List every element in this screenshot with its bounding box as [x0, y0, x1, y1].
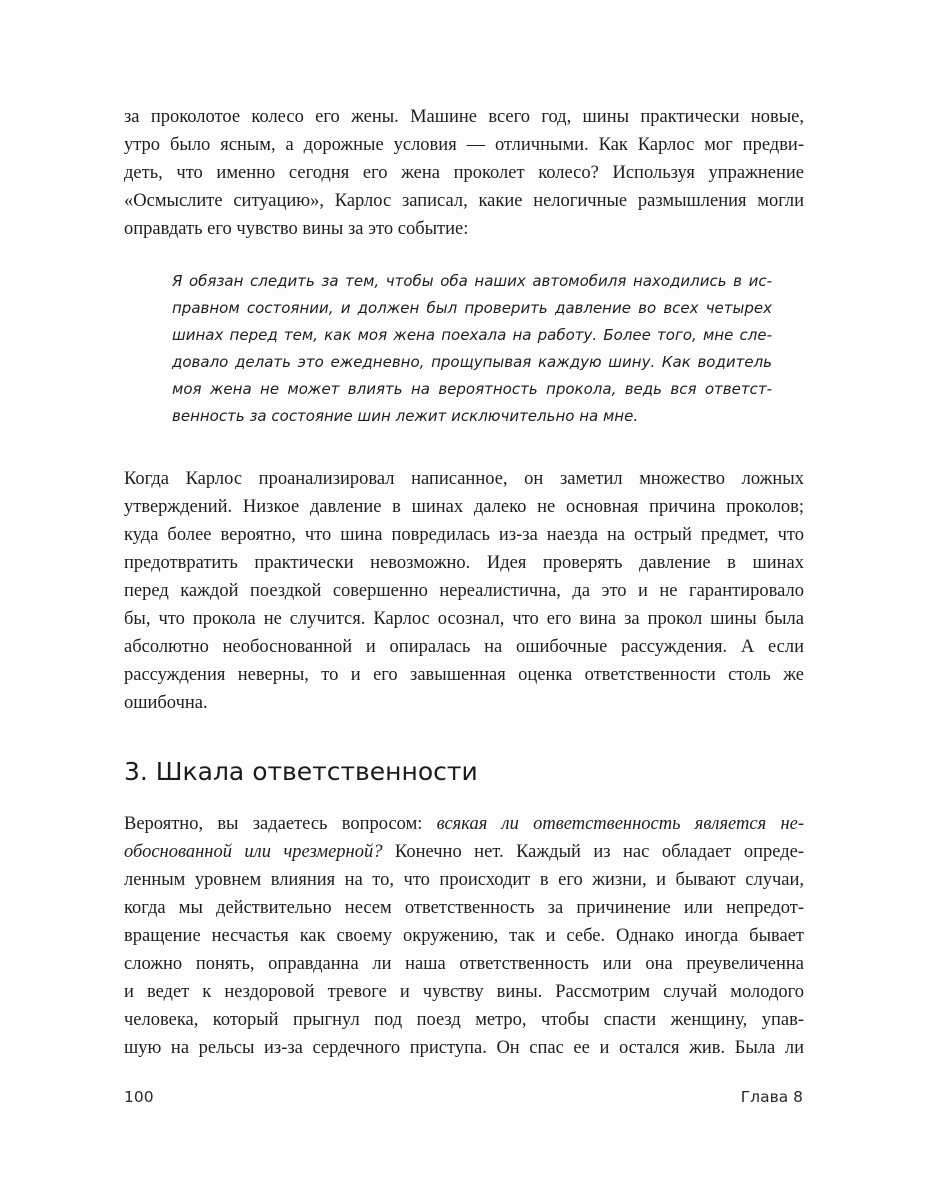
quote-line: шинах перед тем, как моя жена поехала на работу. Более того, мне сле-	[172, 326, 772, 344]
text-line: перед каждой поездкой совершенно нереалистична, да это и не гарантировало	[124, 581, 804, 601]
text-line: ленным уровнем влияния на то, что происходит в его жизни, и бывают случаи,	[124, 870, 804, 890]
block-quote	[172, 268, 772, 430]
text-line: вращение несчастья как своему окружению, так и себе. Однако иногда бывает	[124, 926, 804, 946]
text-line: сложно понять, оправданна ли наша ответственность или она преувеличенна	[124, 954, 804, 974]
quote-line: Я обязан следить за тем, чтобы оба наших автомобиля находились в ис-	[172, 272, 772, 290]
italic-question: обоснованной или чрезмерной?	[124, 842, 383, 862]
text-line: деть, что именно сегодня его жена проколет колесо? Используя упражнение	[124, 163, 804, 183]
text-line: куда более вероятно, что шина повредилась из-за наезда на острый предмет, что	[124, 525, 804, 545]
text-line: человека, который прыгнул под поезд метро, чтобы спасти женщину, упав-	[124, 1010, 804, 1030]
italic-question: всякая ли ответственность является не-	[436, 814, 804, 834]
page-number: 100	[124, 1088, 154, 1106]
text-line: когда мы действительно несем ответственность за причинение или непредот-	[124, 898, 804, 918]
paragraph-1	[124, 103, 804, 243]
paragraph-3	[124, 810, 804, 1062]
quote-line: венность за состояние шин лежит исключительно на мне.	[172, 407, 639, 425]
text-line: ошибочна.	[124, 693, 208, 713]
text-line: рассуждения неверны, то и его завышенная оценка ответственности столь же	[124, 665, 804, 685]
paragraph-2	[124, 465, 804, 717]
text-line: за проколотое колесо его жены. Машине всего год, шины практически новые,	[124, 107, 804, 127]
text-line: абсолютно необоснованной и опиралась на ошибочные рассуждения. А если	[124, 637, 804, 657]
text-line: шую на рельсы из-за сердечного приступа. Он спас ее и остался жив. Была ли	[124, 1038, 804, 1058]
text-line	[124, 810, 804, 838]
text-line: бы, что прокола не случится. Карлос осознал, что его вина за прокол шины была	[124, 609, 804, 629]
quote-line: довало делать это ежедневно, прощупывая каждую шину. Как водитель	[172, 353, 772, 371]
text-line: предотвратить практически невозможно. Идея проверять давление в шинах	[124, 553, 804, 573]
text-line: и ведет к нездоровой тревоге и чувству вины. Рассмотрим случай молодого	[124, 982, 804, 1002]
text-line: утверждений. Низкое давление в шинах далеко не основная причина проколов;	[124, 497, 804, 517]
text-run: Конечно нет. Каждый из нас обладает опреде-	[382, 842, 804, 862]
text-line: «Осмыслите ситуацию», Карлос записал, какие нелогичные размышления могли	[124, 191, 804, 211]
section-heading: 3. Шкала ответственности	[124, 757, 478, 786]
chapter-label: Глава 8	[740, 1088, 803, 1106]
text-run: Вероятно, вы задаетесь вопросом:	[124, 814, 437, 834]
quote-line: правном состоянии, и должен был проверить давление во всех четырех	[172, 299, 772, 317]
text-line: оправдать его чувство вины за это событие:	[124, 219, 469, 239]
text-line: утро было ясным, а дорожные условия — отличными. Как Карлос мог предви-	[124, 135, 804, 155]
text-line	[124, 838, 804, 866]
text-line: Когда Карлос проанализировал написанное, он заметил множество ложных	[124, 469, 804, 489]
quote-line: моя жена не может влиять на вероятность прокола, ведь вся ответст-	[172, 380, 772, 398]
